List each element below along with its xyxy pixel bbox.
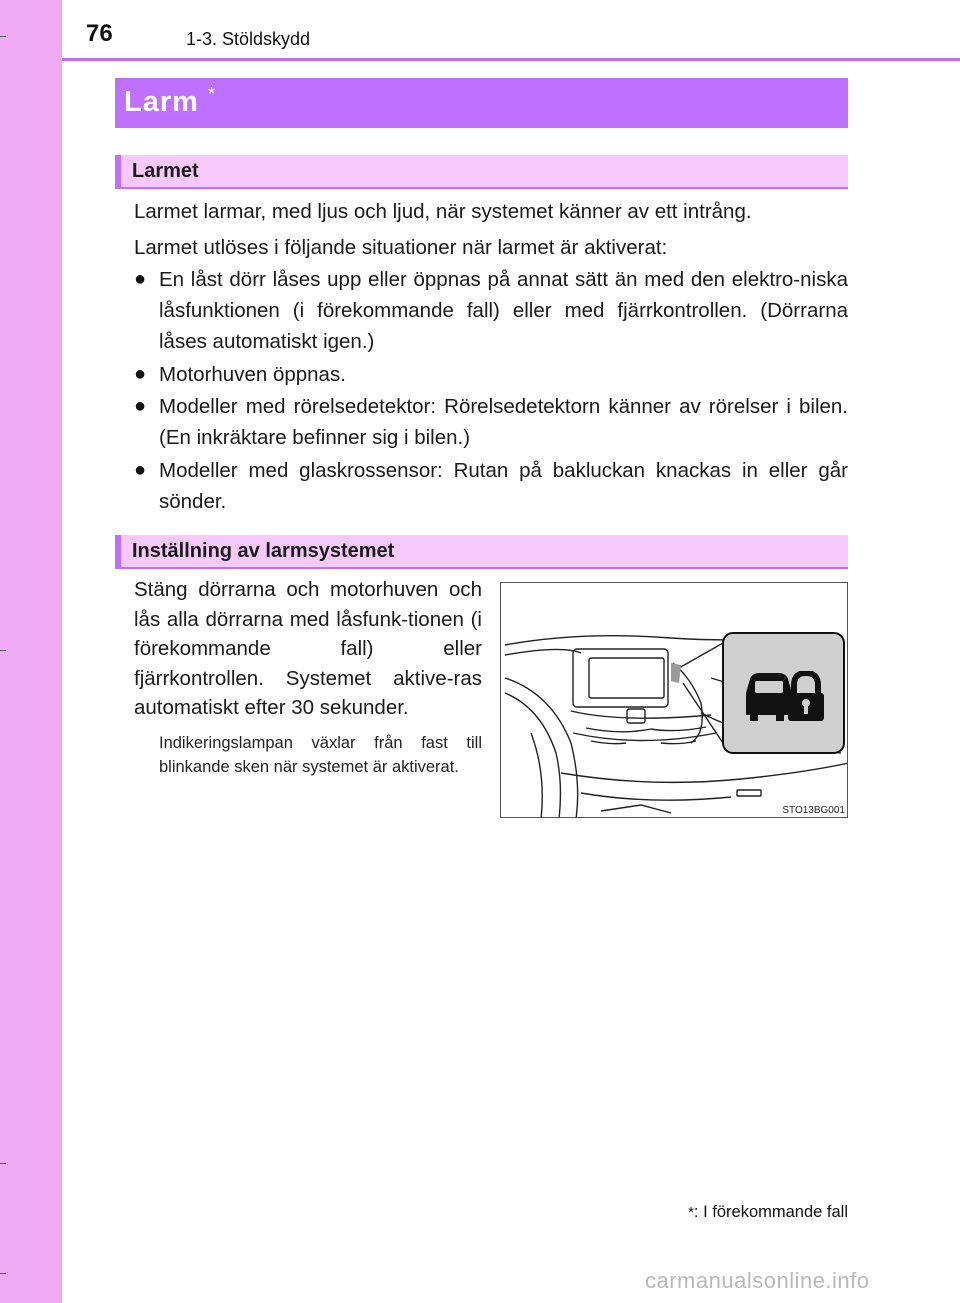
crop-mark xyxy=(0,1163,6,1164)
crop-mark xyxy=(0,36,6,37)
list-item-text: En låst dörr låses upp eller öppnas på annat sätt än med den elektro-niska låsfunktionen (i förekommande fall) eller med fjärrkontrollen. (Dörrarna låses automatiskt igen.) xyxy=(159,268,848,353)
paragraph: Larmet larmar, med ljus och ljud, när systemet känner av ett intrång. xyxy=(134,200,752,223)
list-item-text: Modeller med glaskrossensor: Rutan på bakluckan knackas in eller går sönder. xyxy=(159,459,848,513)
title-footnote-marker: * xyxy=(208,84,216,104)
dashboard-illustration xyxy=(500,582,848,818)
section-heading: Larmet xyxy=(132,160,199,182)
watermark: carmanualsonline.info xyxy=(645,1268,870,1293)
paragraph: Stäng dörrarna och motorhuven och lås alla dörrarna med låsfunk-tionen (i förekommande fall) eller fjärrkontrollen. Systemet aktive-ras automatiskt efter 30 sekunder. xyxy=(134,578,482,719)
footnote-marker: * xyxy=(688,1204,694,1221)
bullet-icon: ● xyxy=(134,363,147,385)
list-item xyxy=(134,359,848,390)
list-item-text: Modeller med rörelsedetektor: Rörelsedetektorn känner av rörelser i bilen. (En inkräktare befinner sig i bilen.) xyxy=(159,395,848,449)
list-item xyxy=(134,455,848,517)
car-lock-indicator-icon xyxy=(744,671,824,723)
bullet-icon: ● xyxy=(134,268,147,290)
crop-mark xyxy=(0,650,6,651)
footnote xyxy=(688,1203,848,1222)
section-heading-bar xyxy=(115,535,848,569)
header-rule xyxy=(62,58,960,61)
note: Indikeringslampan växlar från fast till blinkande sken när systemet är aktiverat. xyxy=(159,734,482,776)
paragraph: Larmet utlöses i följande situationer när larmet är aktiverat: xyxy=(134,236,668,259)
chapter-heading: 1-3. Stöldskydd xyxy=(186,29,311,49)
section-heading-bar xyxy=(115,155,848,189)
footnote-text: : I förekommande fall xyxy=(693,1203,848,1221)
page-title: Larm xyxy=(124,86,199,118)
crop-mark xyxy=(0,1273,6,1274)
bullet-icon: ● xyxy=(134,395,147,417)
list-item-text: Motorhuven öppnas. xyxy=(159,363,346,386)
figure-code: STO13BG001 xyxy=(782,805,845,816)
section-heading: Inställning av larmsystemet xyxy=(132,540,395,562)
list-item xyxy=(134,264,848,357)
left-margin-band xyxy=(0,0,62,1303)
bullet-icon: ● xyxy=(134,459,147,481)
title-bar xyxy=(115,78,848,128)
page-number: 76 xyxy=(86,20,113,47)
list-item xyxy=(134,391,848,453)
